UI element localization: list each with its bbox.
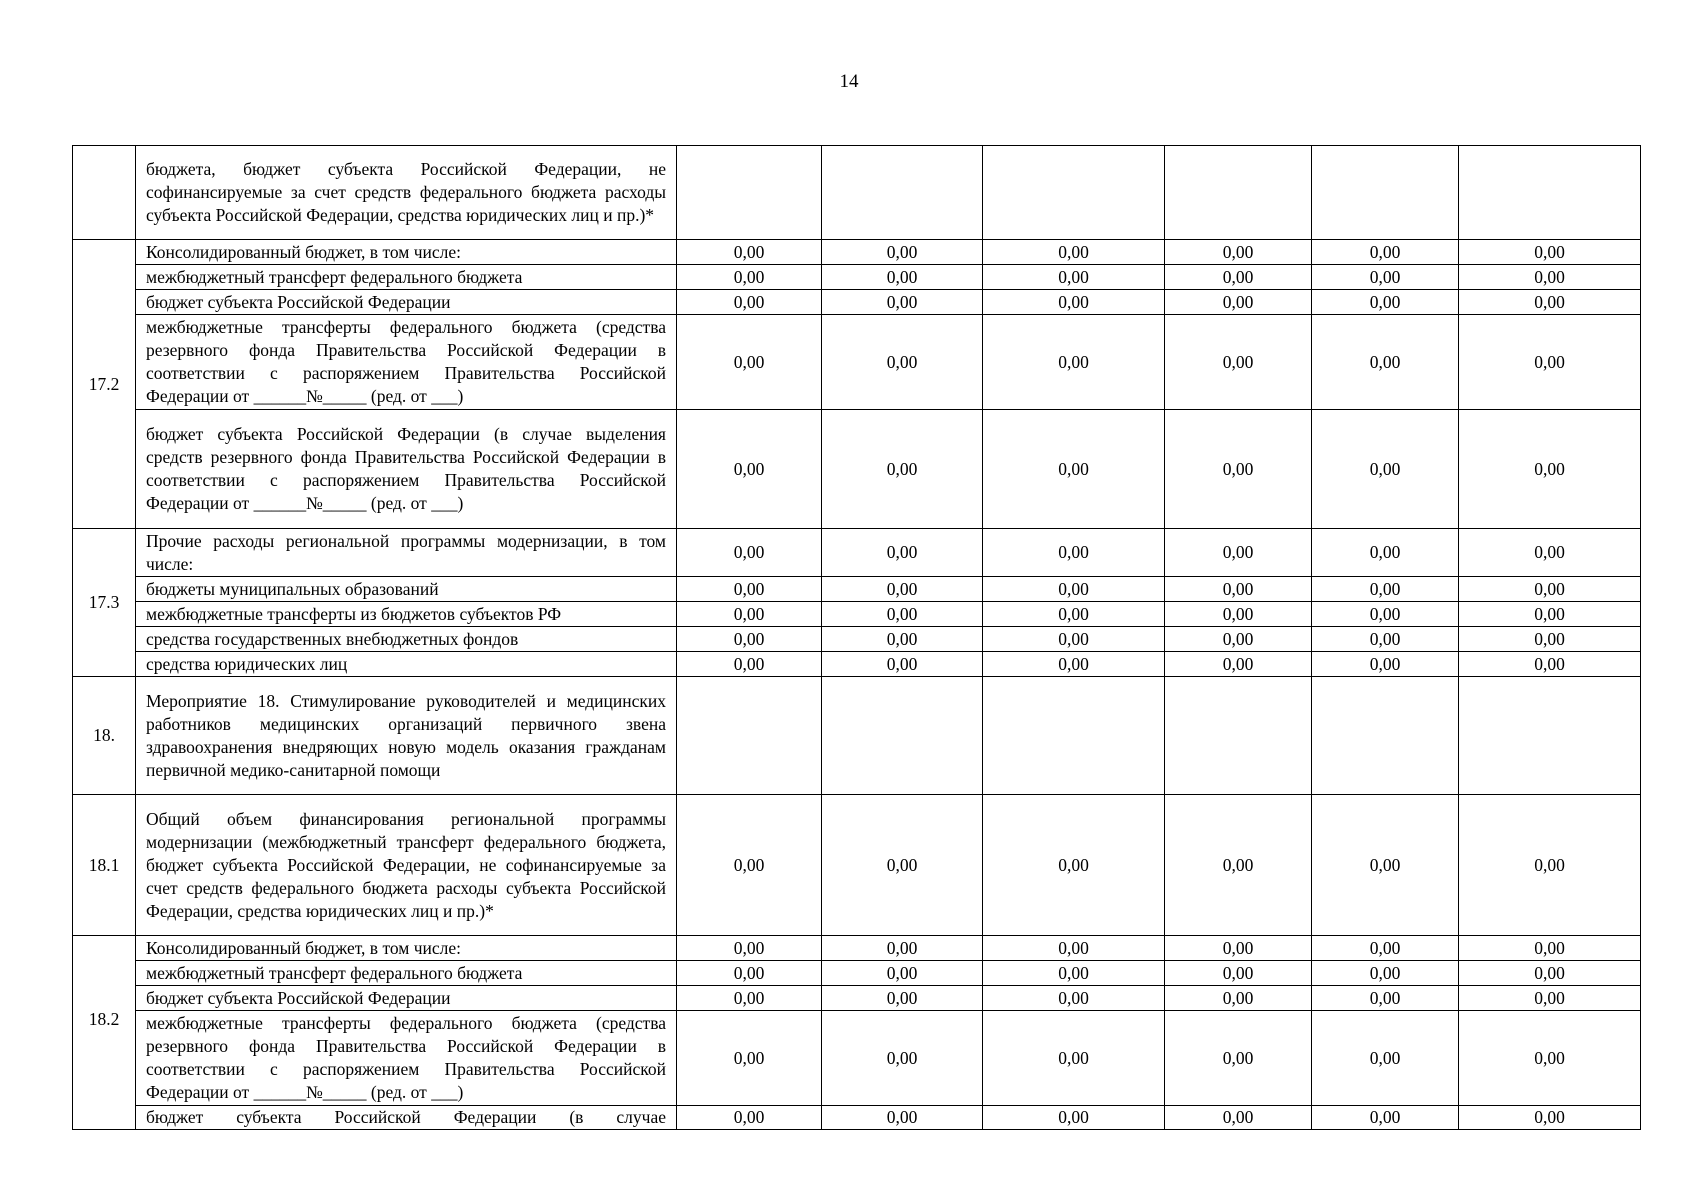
row-description: бюджета, бюджет субъекта Российской Федерации, не софинансируемые за счет средств федерального бюджета расходы субъекта Российской Федерации, средства юридических лиц и пр.)* — [136, 146, 677, 240]
table-row — [73, 1106, 1641, 1130]
value-cell: 0,00 — [1459, 240, 1641, 265]
value-cell: 0,00 — [1312, 529, 1459, 577]
value-cell: 0,00 — [1165, 315, 1312, 410]
row-number-cell: 18.1 — [73, 795, 136, 936]
value-cell: 0,00 — [1459, 290, 1641, 315]
value-cell: 0,00 — [983, 315, 1165, 410]
value-cell: 0,00 — [822, 1106, 983, 1130]
table-row — [73, 529, 1641, 577]
value-cell: 0,00 — [677, 1011, 822, 1106]
table-row — [73, 577, 1641, 602]
row-number-cell: 17.3 — [73, 529, 136, 677]
value-cell: 0,00 — [677, 529, 822, 577]
value-cell: 0,00 — [983, 577, 1165, 602]
value-cell: 0,00 — [822, 1011, 983, 1106]
value-cell: 0,00 — [983, 602, 1165, 627]
value-cell — [1459, 146, 1641, 240]
value-cell: 0,00 — [1459, 602, 1641, 627]
value-cell: 0,00 — [1165, 1106, 1312, 1130]
value-cell: 0,00 — [822, 961, 983, 986]
table-row — [73, 936, 1641, 961]
value-cell: 0,00 — [1165, 602, 1312, 627]
row-description: Мероприятие 18. Стимулирование руководителей и медицинских работников медицинских организаций первичного звена здравоохранения внедряющих новую модель оказания гражданам первичной медико-санитарной помощи — [136, 677, 677, 795]
row-description: бюджет субъекта Российской Федерации (в случае — [136, 1106, 677, 1130]
row-description: бюджеты муниципальных образований — [136, 577, 677, 602]
value-cell: 0,00 — [1165, 936, 1312, 961]
value-cell: 0,00 — [983, 961, 1165, 986]
value-cell: 0,00 — [677, 290, 822, 315]
value-cell: 0,00 — [1459, 315, 1641, 410]
value-cell: 0,00 — [1459, 265, 1641, 290]
value-cell: 0,00 — [1165, 240, 1312, 265]
value-cell: 0,00 — [983, 986, 1165, 1011]
value-cell: 0,00 — [822, 240, 983, 265]
value-cell: 0,00 — [822, 795, 983, 936]
value-cell: 0,00 — [1312, 1106, 1459, 1130]
value-cell: 0,00 — [822, 627, 983, 652]
value-cell: 0,00 — [677, 986, 822, 1011]
value-cell: 0,00 — [983, 795, 1165, 936]
value-cell: 0,00 — [983, 1106, 1165, 1130]
value-cell: 0,00 — [1312, 410, 1459, 529]
row-description: Прочие расходы региональной программы модернизации, в том числе: — [136, 529, 677, 577]
row-description: Общий объем финансирования региональной программы модернизации (межбюджетный трансферт федерального бюджета, бюджет субъекта Российской Федерации, не софинансируемые за счет средств федерального бюджета расходы субъекта Российской Федерации, средства юридических лиц и пр.)* — [136, 795, 677, 936]
table-row — [73, 961, 1641, 986]
value-cell: 0,00 — [1312, 627, 1459, 652]
value-cell: 0,00 — [1312, 577, 1459, 602]
value-cell: 0,00 — [983, 627, 1165, 652]
value-cell — [1312, 146, 1459, 240]
row-description: средства государственных внебюджетных фондов — [136, 627, 677, 652]
row-description: межбюджетные трансферты федерального бюджета (средства резервного фонда Правительства Российской Федерации в соответствии с распоряжением Правительства Российской Федерации от ______№_____ (ред. от ___) — [136, 1011, 677, 1106]
value-cell: 0,00 — [822, 577, 983, 602]
value-cell: 0,00 — [677, 652, 822, 677]
value-cell: 0,00 — [1312, 315, 1459, 410]
table-row — [73, 290, 1641, 315]
row-description: Консолидированный бюджет, в том числе: — [136, 936, 677, 961]
value-cell: 0,00 — [1312, 240, 1459, 265]
value-cell: 0,00 — [1312, 652, 1459, 677]
value-cell: 0,00 — [983, 265, 1165, 290]
value-cell: 0,00 — [1312, 1011, 1459, 1106]
value-cell: 0,00 — [1165, 410, 1312, 529]
table-row — [73, 652, 1641, 677]
row-number-cell: 17.2 — [73, 240, 136, 529]
value-cell: 0,00 — [1165, 961, 1312, 986]
table-row — [73, 410, 1641, 529]
value-cell: 0,00 — [983, 410, 1165, 529]
value-cell — [677, 677, 822, 795]
value-cell — [822, 677, 983, 795]
value-cell: 0,00 — [822, 986, 983, 1011]
table-row — [73, 265, 1641, 290]
row-description: бюджет субъекта Российской Федерации — [136, 290, 677, 315]
table-row — [73, 677, 1641, 795]
value-cell: 0,00 — [1459, 961, 1641, 986]
value-cell: 0,00 — [822, 315, 983, 410]
row-number-cell: 18. — [73, 677, 136, 795]
value-cell: 0,00 — [822, 936, 983, 961]
value-cell: 0,00 — [1312, 290, 1459, 315]
row-description: межбюджетные трансферты из бюджетов субъектов РФ — [136, 602, 677, 627]
value-cell — [1312, 677, 1459, 795]
table-row — [73, 627, 1641, 652]
value-cell: 0,00 — [1459, 627, 1641, 652]
value-cell: 0,00 — [1459, 652, 1641, 677]
value-cell: 0,00 — [822, 410, 983, 529]
value-cell: 0,00 — [983, 240, 1165, 265]
value-cell: 0,00 — [1459, 936, 1641, 961]
value-cell: 0,00 — [1312, 986, 1459, 1011]
value-cell: 0,00 — [1459, 1011, 1641, 1106]
value-cell: 0,00 — [983, 529, 1165, 577]
table-row — [73, 315, 1641, 410]
value-cell: 0,00 — [677, 410, 822, 529]
value-cell: 0,00 — [1165, 795, 1312, 936]
value-cell: 0,00 — [677, 1106, 822, 1130]
table-row — [73, 602, 1641, 627]
value-cell: 0,00 — [1312, 265, 1459, 290]
value-cell: 0,00 — [1165, 529, 1312, 577]
value-cell: 0,00 — [677, 961, 822, 986]
value-cell: 0,00 — [677, 315, 822, 410]
value-cell: 0,00 — [1312, 795, 1459, 936]
value-cell: 0,00 — [1165, 1011, 1312, 1106]
value-cell: 0,00 — [1165, 577, 1312, 602]
value-cell — [822, 146, 983, 240]
value-cell: 0,00 — [677, 602, 822, 627]
value-cell: 0,00 — [822, 602, 983, 627]
value-cell: 0,00 — [822, 265, 983, 290]
row-description: бюджет субъекта Российской Федерации — [136, 986, 677, 1011]
value-cell: 0,00 — [822, 652, 983, 677]
value-cell: 0,00 — [1312, 961, 1459, 986]
value-cell: 0,00 — [1165, 986, 1312, 1011]
value-cell: 0,00 — [1165, 627, 1312, 652]
table-row — [73, 240, 1641, 265]
row-number-cell — [73, 146, 136, 240]
row-description: межбюджетный трансферт федерального бюджета — [136, 961, 677, 986]
value-cell: 0,00 — [983, 1011, 1165, 1106]
table-row — [73, 146, 1641, 240]
value-cell: 0,00 — [677, 627, 822, 652]
value-cell — [677, 146, 822, 240]
row-number-cell: 18.2 — [73, 936, 136, 1130]
row-description: Консолидированный бюджет, в том числе: — [136, 240, 677, 265]
value-cell: 0,00 — [1165, 652, 1312, 677]
value-cell: 0,00 — [822, 529, 983, 577]
value-cell: 0,00 — [677, 795, 822, 936]
value-cell: 0,00 — [1459, 795, 1641, 936]
value-cell: 0,00 — [1459, 577, 1641, 602]
row-description: средства юридических лиц — [136, 652, 677, 677]
value-cell: 0,00 — [1165, 265, 1312, 290]
page-number: 14 — [839, 71, 859, 92]
value-cell: 0,00 — [677, 240, 822, 265]
table-row — [73, 986, 1641, 1011]
value-cell — [983, 146, 1165, 240]
value-cell: 0,00 — [1165, 290, 1312, 315]
value-cell: 0,00 — [983, 290, 1165, 315]
table-row — [73, 795, 1641, 936]
value-cell — [1165, 146, 1312, 240]
value-cell: 0,00 — [677, 265, 822, 290]
value-cell: 0,00 — [677, 577, 822, 602]
financing-table — [72, 145, 1641, 1130]
value-cell: 0,00 — [1459, 986, 1641, 1011]
value-cell: 0,00 — [983, 652, 1165, 677]
row-description: межбюджетный трансферт федерального бюджета — [136, 265, 677, 290]
value-cell: 0,00 — [983, 936, 1165, 961]
value-cell — [1459, 677, 1641, 795]
value-cell: 0,00 — [1312, 602, 1459, 627]
value-cell: 0,00 — [1459, 410, 1641, 529]
value-cell: 0,00 — [1312, 936, 1459, 961]
value-cell: 0,00 — [822, 290, 983, 315]
value-cell — [1165, 677, 1312, 795]
row-description: межбюджетные трансферты федерального бюджета (средства резервного фонда Правительства Российской Федерации в соответствии с распоряжением Правительства Российской Федерации от ______№_____ (ред. от ___) — [136, 315, 677, 410]
value-cell: 0,00 — [1459, 529, 1641, 577]
value-cell: 0,00 — [1459, 1106, 1641, 1130]
value-cell — [983, 677, 1165, 795]
value-cell: 0,00 — [677, 936, 822, 961]
row-description: бюджет субъекта Российской Федерации (в случае выделения средств резервного фонда Правительства Российской Федерации в соответствии с распоряжением Правительства Российской Федерации от ______№_____ (ред. от ___) — [136, 410, 677, 529]
table-row — [73, 1011, 1641, 1106]
